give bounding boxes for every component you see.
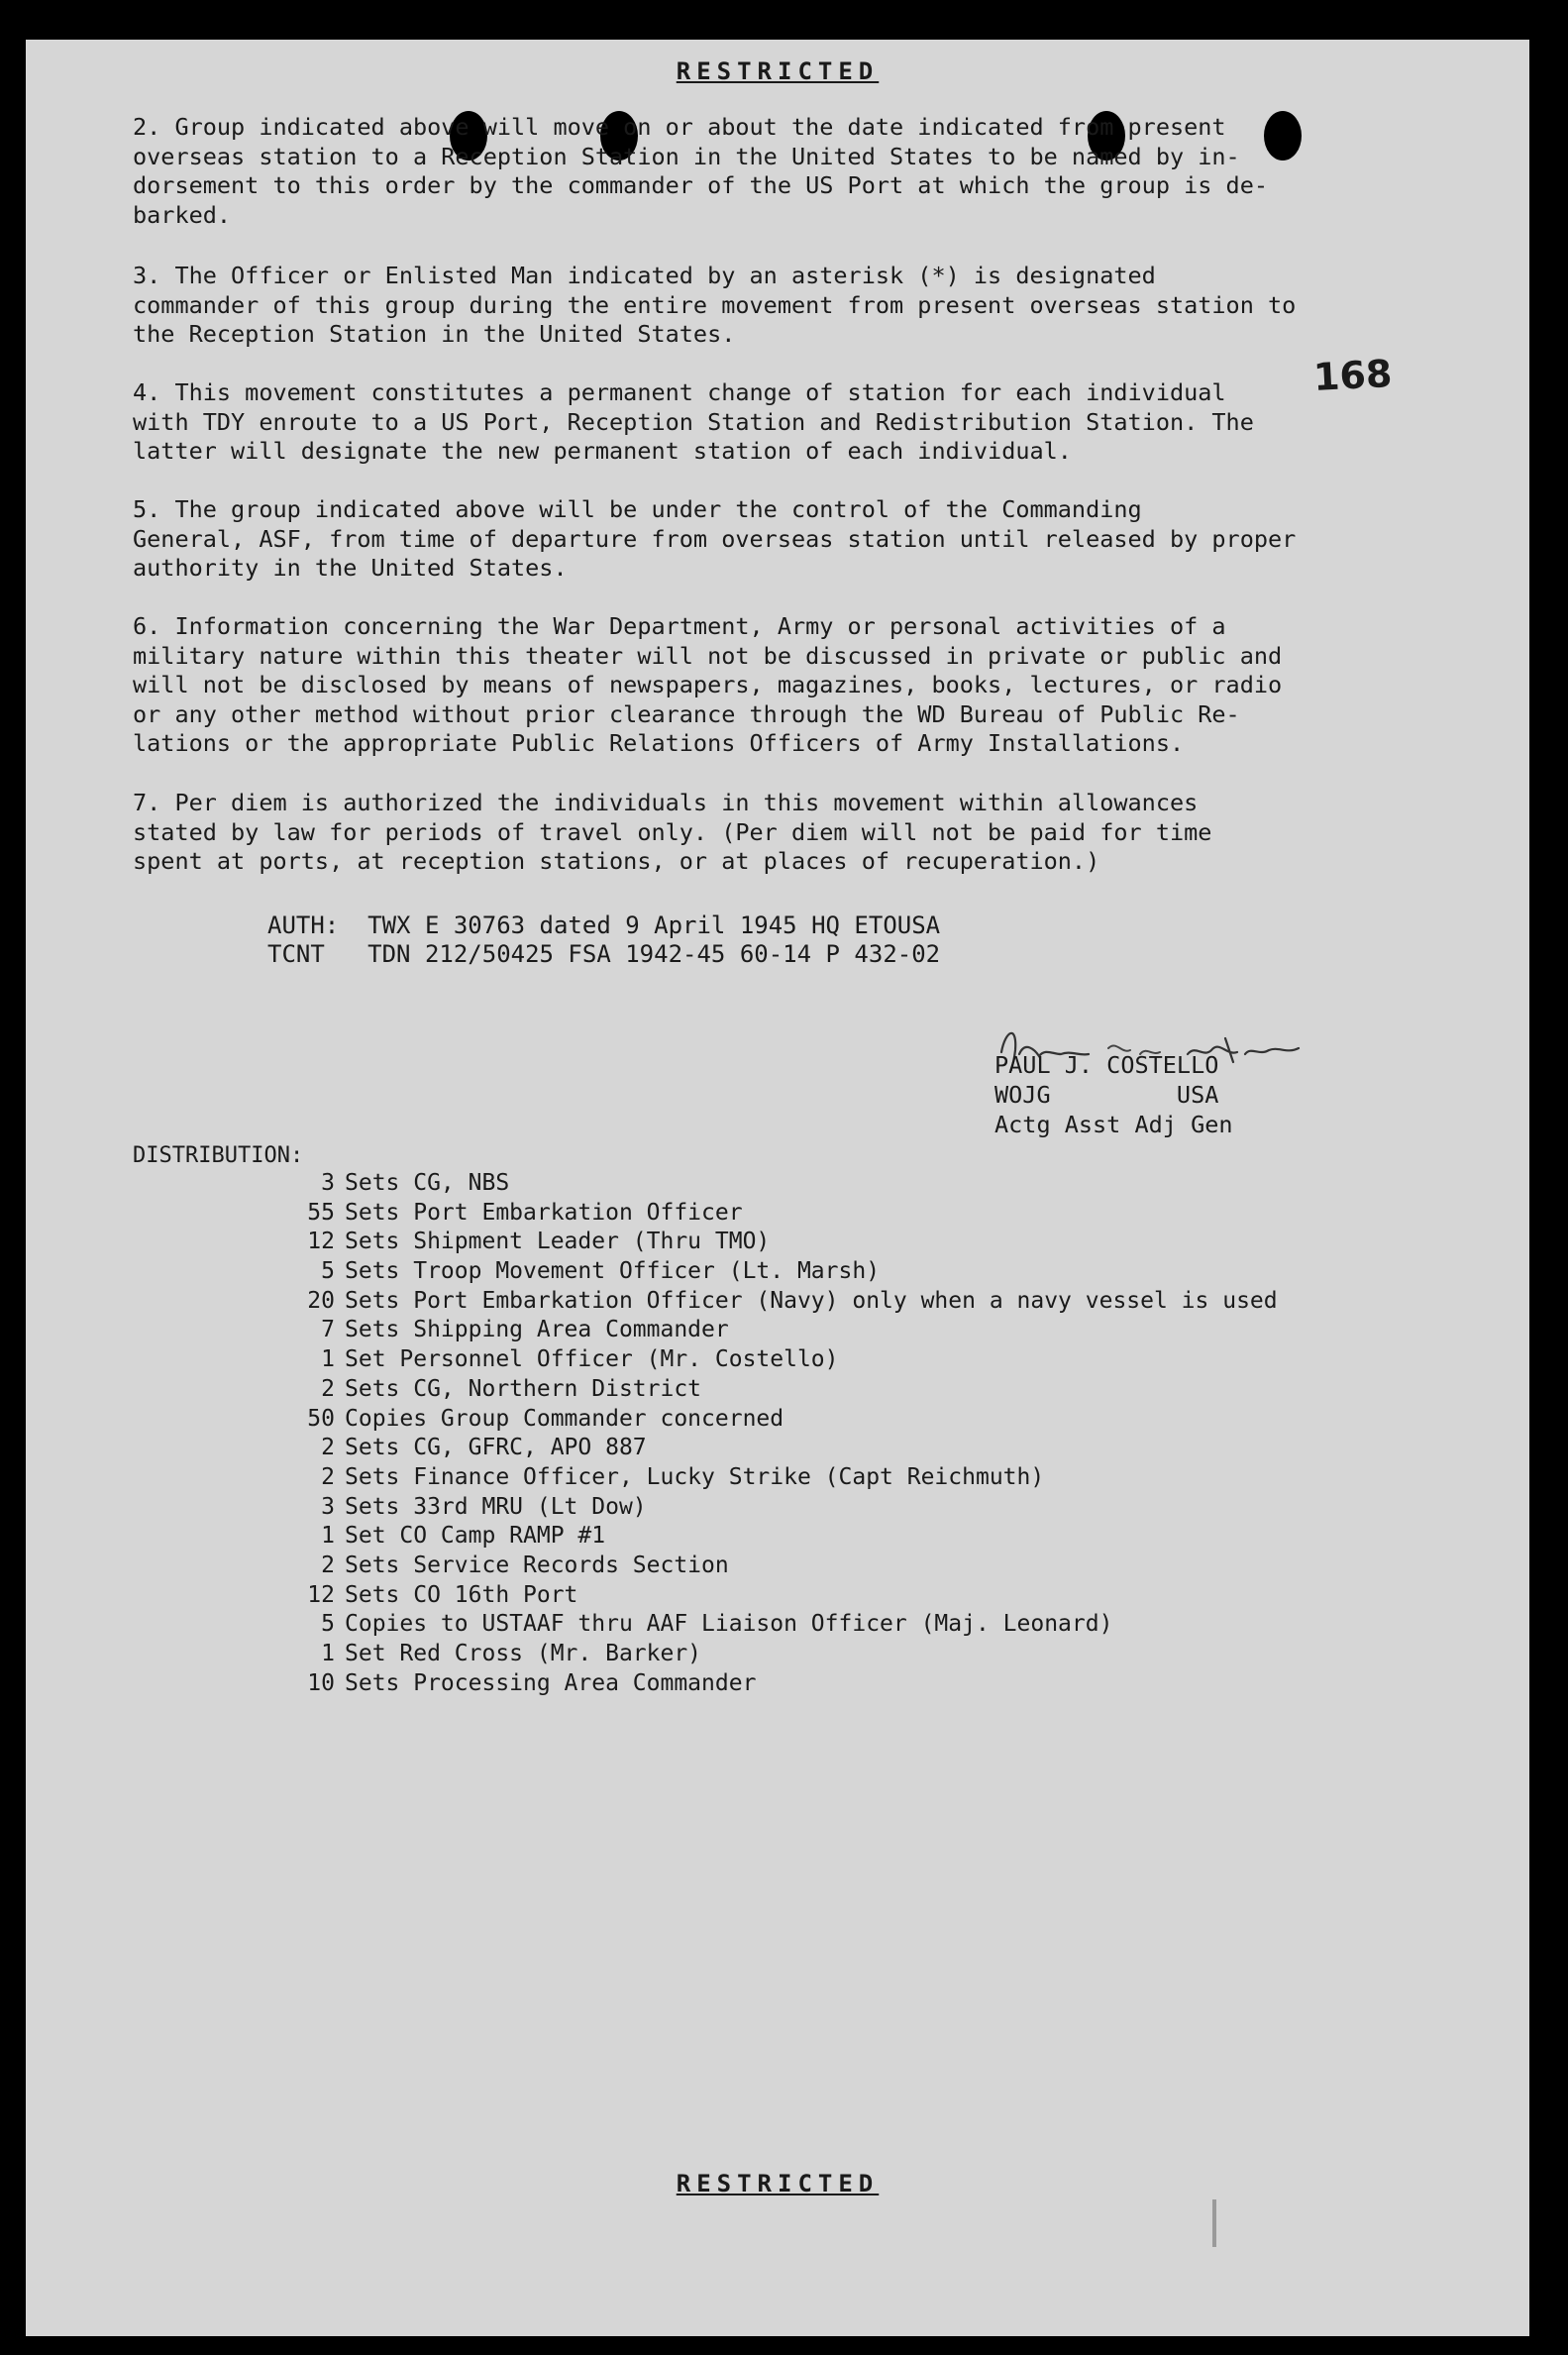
distribution-recipient: Sets CG, NBS [345,1170,510,1196]
paragraph-5: 5. The group indicated above will be under the control of the Commanding General, ASF, from time of departure from overseas station until released by proper authority in the United States. [133,495,1297,582]
distribution-recipient: Sets Processing Area Commander [345,1669,757,1696]
distribution-quantity: 50 [307,1405,335,1432]
list-item [283,1522,1278,1552]
scan-artifact [1212,2199,1216,2247]
list-item [283,1669,1278,1699]
document-sheet [26,40,1529,2336]
distribution-recipient: Sets CG, GFRC, APO 887 [345,1435,647,1461]
distribution-title: DISTRIBUTION: [133,1143,304,1168]
distribution-recipient: Sets Troop Movement Officer (Lt. Marsh) [345,1258,881,1285]
distribution-quantity: 20 [307,1287,335,1314]
list-item [283,1493,1278,1523]
distribution-recipient: Sets Port Embarkation Officer [345,1199,743,1226]
paragraph-6: 6. Information concerning the War Department, Army or personal activities of a military nature within this theater will not be discussed in private or public and will not be disclosed by means of newspapers, magazines, books, lectures, or radio or any other method without prior clearance through the WD Bureau of Public Re- lations or the appropriate Public Relations Officers of Army Installations. [133,612,1283,757]
list-item [283,1434,1278,1463]
distribution-quantity: 2 [321,1552,335,1578]
distribution-recipient: Set Personnel Officer (Mr. Costello) [345,1346,839,1373]
distribution-quantity: 3 [321,1493,335,1520]
distribution-recipient: Sets Service Records Section [345,1552,729,1578]
distribution-recipient: Sets Finance Officer, Lucky Strike (Capt Reichmuth) [345,1463,1045,1490]
distribution-quantity: 5 [321,1258,335,1285]
distribution-recipient: Sets CG, Northern District [345,1375,702,1402]
paragraph-3: 3. The Officer or Enlisted Man indicated by an asterisk (*) is designated commander of this group during the entire movement from present overseas station to the Reception Station in the United States. [133,262,1297,348]
distribution-quantity: 10 [307,1669,335,1696]
list-item [283,1199,1278,1229]
paragraph-7: 7. Per diem is authorized the individuals in this movement within allowances stated by law for periods of travel only. (Per diem will not be paid for time spent at ports, at reception stations, or at places of recuperation.) [133,789,1212,875]
distribution-recipient: Sets Port Embarkation Officer (Navy) only when a navy vessel is used [345,1287,1278,1314]
distribution-recipient: Copies to USTAAF thru AAF Liaison Officer (Maj. Leonard) [345,1611,1113,1638]
distribution-recipient: Copies Group Commander concerned [345,1405,784,1432]
distribution-quantity: 1 [321,1641,335,1666]
list-item [283,1640,1278,1669]
list-item [283,1581,1278,1611]
paragraph-4: 4. This movement constitutes a permanent change of station for each individual with TDY enroute to a US Port, Reception Station and Redistribution Station. The latter will designate the new permanent station of each individual. [133,378,1254,465]
distribution-quantity: 2 [321,1463,335,1490]
list-item [283,1287,1278,1317]
distribution-quantity: 5 [321,1611,335,1638]
list-item [283,1610,1278,1640]
list-item [283,1257,1278,1287]
signature-block: PAUL J. COSTELLO WOJG USA Actg Asst Adj Gen [994,1051,1233,1138]
classification-footer: RESTRICTED [676,2170,880,2197]
distribution-recipient: Sets CO 16th Port [345,1581,578,1608]
list-item [283,1375,1278,1405]
list-item [283,1316,1278,1345]
paragraph-2: 2. Group indicated above will move on or about the date indicated from present overseas station to a Reception Station in the United States to be named by in- dorsement to this order by the commander of the US Port at which the group is de- barked. [133,113,1269,229]
distribution-quantity: 3 [321,1170,335,1196]
list-item [283,1345,1278,1375]
distribution-recipient: Sets Shipment Leader (Thru TMO) [345,1229,771,1255]
distribution-list [283,1169,1278,1698]
list-item [283,1552,1278,1581]
distribution-quantity: 12 [307,1581,335,1608]
distribution-quantity: 2 [321,1375,335,1402]
authority-block: AUTH: TWX E 30763 dated 9 April 1945 HQ ETOUSA TCNT TDN 212/50425 FSA 1942-45 60-14 P 432-02 [267,911,941,968]
distribution-quantity: 55 [307,1199,335,1226]
distribution-recipient: Set CO Camp RAMP #1 [345,1523,606,1550]
distribution-quantity: 1 [321,1346,335,1373]
list-item [283,1463,1278,1493]
distribution-quantity: 12 [307,1229,335,1255]
list-item [283,1405,1278,1435]
distribution-recipient: Sets 33rd MRU (Lt Dow) [345,1493,647,1520]
page-number: 168 [1311,351,1394,400]
classification-header: RESTRICTED [676,57,880,85]
distribution-quantity: 7 [321,1317,335,1343]
distribution-recipient: Sets Shipping Area Commander [345,1317,729,1343]
list-item [283,1169,1278,1199]
distribution-quantity: 1 [321,1523,335,1550]
distribution-recipient: Set Red Cross (Mr. Barker) [345,1641,702,1666]
list-item [283,1228,1278,1257]
distribution-quantity: 2 [321,1435,335,1461]
